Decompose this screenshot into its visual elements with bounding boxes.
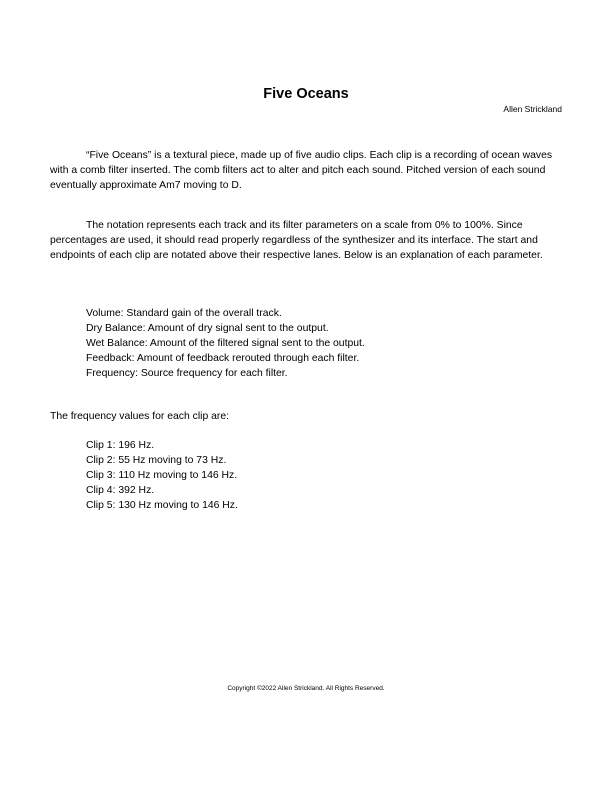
parameter-item-feedback: Feedback: Amount of feedback rerouted through each filter.	[86, 353, 360, 364]
notation-paragraph-text: The notation represents each track and its filter parameters on a scale from 0% to 100%. Since percentages are used, it should read properly regardless of the synthesizer and its interface. The start and endpoints of each clip are notated above their respective lanes. Below is an explanation of each parameter.	[50, 220, 543, 261]
frequency-intro: The frequency values for each clip are:	[50, 411, 230, 422]
parameter-item-volume: Volume: Standard gain of the overall track.	[86, 308, 282, 319]
notation-paragraph	[50, 218, 562, 263]
clip-item-3: Clip 3: 110 Hz moving to 146 Hz.	[86, 470, 238, 481]
clip-item-4: Clip 4: 392 Hz.	[86, 485, 155, 496]
document-title: Five Oceans	[263, 86, 349, 102]
intro-paragraph-text: “Five Oceans” is a textural piece, made up of five audio clips. Each clip is a recording of ocean waves with a comb filter inserted. The comb filters act to alter and pitch each sound. Pitched version of each sound eventually approximate Am7 moving to D.	[50, 150, 553, 191]
intro-paragraph	[50, 148, 562, 193]
author-name: Allen Strickland	[503, 104, 562, 114]
clip-item-1: Clip 1: 196 Hz.	[86, 440, 155, 451]
parameter-list	[86, 306, 556, 381]
parameter-item-wet-balance: Wet Balance: Amount of the filtered signal sent to the output.	[86, 338, 365, 349]
parameter-item-dry-balance: Dry Balance: Amount of dry signal sent to the output.	[86, 323, 329, 334]
clip-frequency-list	[86, 438, 556, 513]
clip-item-5: Clip 5: 130 Hz moving to 146 Hz.	[86, 500, 238, 511]
parameter-item-frequency: Frequency: Source frequency for each filter.	[86, 368, 288, 379]
copyright-notice: Copyright ©2022 Allen Strickland. All Rights Reserved.	[227, 685, 385, 692]
clip-item-2: Clip 2: 55 Hz moving to 73 Hz.	[86, 455, 227, 466]
